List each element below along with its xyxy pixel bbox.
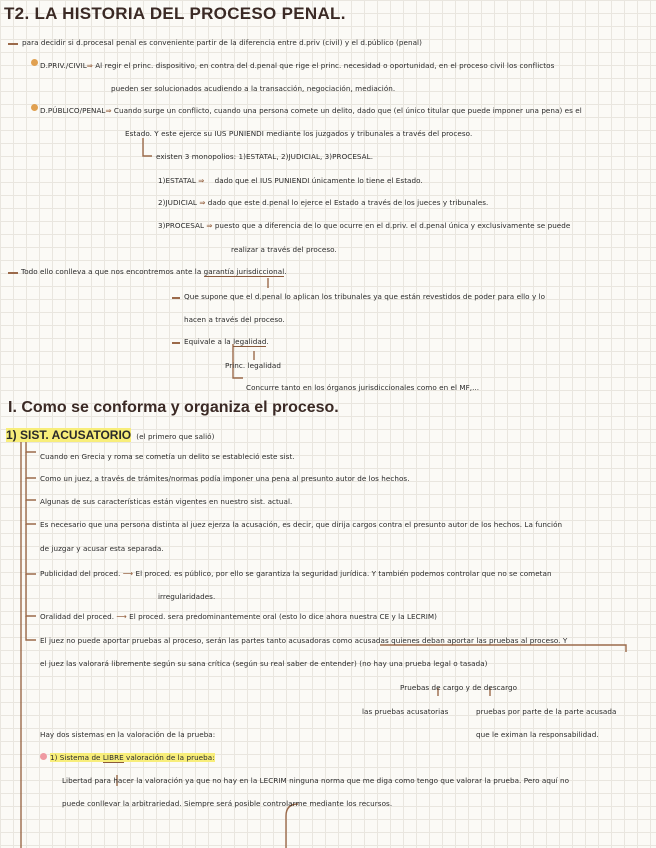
bullet-dot [31, 59, 38, 66]
list-item: Es necesario que una persona distinta al juez ejerza la acusación, es decir, que dirija cargos contra el presunto autor de los hechos. La función [40, 520, 563, 529]
garantia-underlined: garantía jurisdiccional [203, 267, 285, 276]
dash-bullet [8, 43, 18, 45]
dpriv-text-2: pueden ser solucionados acudiendo a la transacción, negociación, mediación. [111, 84, 396, 93]
judicial-label: 2)JUDICIAL [158, 198, 197, 207]
libertad-text: Libertad para hacer la valoración ya que no hay en la LECRIM ninguna norma que me diga como tengo que valorar la prueba. Pero aquí no [62, 776, 570, 785]
dpublico-text-2: Estado. Y este ejerce su IUS PUNIENDI mediante los juzgados y tribunales a través del proceso. [125, 129, 473, 138]
list-item: Cuando en Grecia y roma se cometía un delito se estableció este sist. [40, 452, 295, 461]
list-item: Algunas de sus características están vigentes en nuestro sist. actual. [40, 497, 293, 506]
estatal-label: 1)ESTATAL [158, 176, 196, 185]
procesal-label: 3)PROCESAL [158, 221, 205, 230]
bullet-dot [40, 753, 47, 760]
equivale-period: . [266, 337, 269, 346]
arrow-right-icon: ⇒ [105, 106, 112, 115]
pruebas-acusatorias: las pruebas acusatorias [362, 707, 449, 716]
list-item: de juzgar y acusar esta separada. [40, 544, 164, 553]
juez-text-2: el juez las valorará libremente según su sana crítica (según su real saber de entender) (no hay una prueba legal o tasada) [40, 659, 488, 668]
pruebas-parte-2: que le eximan la responsabilidad. [476, 730, 599, 739]
arrow-right-icon: ⇒ [86, 61, 93, 70]
equivale-text: Equivale a la [184, 337, 234, 346]
concurre-text: Concurre tanto en los órganos jurisdiccionales como en el MF,... [246, 383, 480, 392]
publicidad-text: El proced. es público, por ello se garantiza la seguridad jurídica. Y también podemos controlar que no se cometan [135, 569, 552, 578]
section-subnote: (el primero que salió) [136, 432, 215, 441]
garantia-period: . [284, 267, 287, 276]
estatal-text: dado que el IUS PUNIENDI únicamente lo tiene el Estado. [214, 176, 423, 185]
princ-legalidad: Princ. legalidad [225, 361, 281, 370]
libre-underlined: LIBRE [102, 753, 124, 762]
garantia-text: Todo ello conlleva a que nos encontremos ante la [21, 267, 204, 276]
procesal-text: puesto que a diferencia de lo que ocurre en el d.priv. el d.penal única y exclusivamente se puede [214, 221, 571, 230]
libre-post: valoración de la prueba: [123, 753, 215, 762]
dash-bullet [172, 342, 180, 344]
arrow-right-icon: ⇒ [199, 198, 206, 207]
pruebas-parte: pruebas por parte de la parte acusada [476, 707, 617, 716]
supone-text: Que supone que el d.penal lo aplican los tribunales ya que están revestidos de poder para ello y lo [184, 292, 546, 301]
oralidad-label: Oralidad del proced. [40, 612, 115, 621]
supone-text-2: hacen a través del proceso. [184, 315, 285, 324]
dash-bullet [172, 297, 180, 299]
arrow-right-icon: ⟶ [122, 569, 134, 578]
monopolios-text: existen 3 monopolios: 1)ESTATAL, 2)JUDICIAL, 3)PROCESAL. [156, 152, 374, 161]
arrow-right-icon: ⟶ [116, 612, 127, 621]
libertad-text-2: puede conllevar la arbitrariedad. Siempre será posible controlarme mediante los recursos. [62, 799, 393, 808]
juez-text: El juez no puede aportar pruebas al proceso, serán las partes tanto acusadoras como acusadas quienes deban aportar las pruebas al proceso. Y [40, 636, 568, 645]
publicidad-text-2: irregularidades. [158, 592, 216, 601]
list-item: Como un juez, a través de trámites/normas podía imponer una pena al presunto autor de los hechos. [40, 474, 410, 483]
dpublico-label: D.PÚBLICO/PENAL [40, 106, 106, 115]
arrow-right-icon: ⇒ [206, 221, 213, 230]
dash-bullet [8, 272, 18, 274]
sistemas-text: Hay dos sistemas en la valoración de la prueba: [40, 730, 216, 739]
dpriv-label: D.PRIV./CIVIL [40, 61, 87, 70]
dpriv-text: Al regir el princ. dispositivo, en contra del d.penal que rige el princ. necesidad o oportunidad, en el proceso civil los conflictos [95, 61, 555, 70]
arrow-right-icon: ⇒ [198, 176, 205, 185]
section-title: I. Como se conforma y organiza el proceso. [8, 399, 339, 416]
intro-text: para decidir si d.procesal penal es conveniente partir de la diferencia entre d.priv (civil) y el d.público (penal) [22, 38, 422, 47]
procesal-text-2: realizar a través del proceso. [231, 245, 337, 254]
legalidad-underlined: legalidad [233, 337, 267, 346]
dpublico-text: Cuando surge un conflicto, cuando una persona comete un delito, dado que (el único titular que puede imponer una pena) es el [113, 106, 582, 115]
page-title: T2. LA HISTORIA DEL PROCESO PENAL. [4, 4, 346, 23]
libre-pre: 1) Sistema de [50, 753, 103, 762]
bullet-dot [31, 104, 38, 111]
section-subtitle: 1) SIST. ACUSATORIO [6, 428, 132, 442]
judicial-text: dado que este d.penal lo ejerce el Estado a través de los jueces y tribunales. [207, 198, 489, 207]
publicidad-label: Publicidad del proced. [40, 569, 121, 578]
oralidad-text: El proced. sera predominantemente oral (esto lo dice ahora nuestra CE y la LECRIM) [129, 612, 438, 621]
pruebas-text: Pruebas de cargo y de descargo [400, 683, 518, 692]
